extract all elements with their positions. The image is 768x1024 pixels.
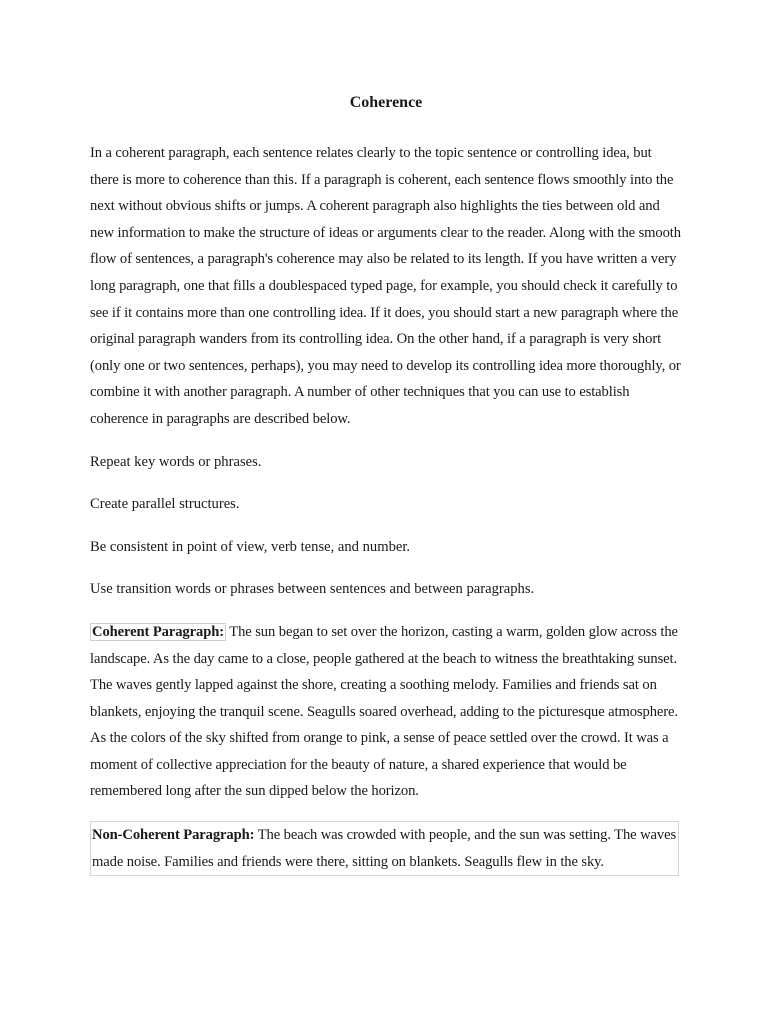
page-title: Coherence: [349, 94, 423, 111]
noncoherent-example-text: The beach was crowded with people, and the sun was setting. The waves made noise. Families and friends were there, sitting on blankets. Seagulls flew in the sky.: [92, 827, 677, 870]
noncoherent-example: [90, 821, 679, 876]
coherent-example: [90, 619, 682, 805]
tip-item: Use transition words or phrases between sentences and between paragraphs.: [90, 581, 535, 598]
tip-item: Create parallel structures.: [90, 496, 240, 513]
document-page: [90, 88, 682, 892]
tip-item: Be consistent in point of view, verb tense, and number.: [90, 538, 411, 555]
coherent-example-label: Coherent Paragraph:: [92, 623, 224, 640]
tip-item: Repeat key words or phrases.: [90, 453, 262, 470]
coherent-example-text: The sun began to set over the horizon, casting a warm, golden glow across the landscape. As the day came to a close, people gathered at the beach to witness the breathtaking sunset. The waves gently lapped against the shore, creating a soothing melody. Families and friends sat on blankets, enjoying the tranquil scene. Seagulls soared overhead, adding to the picturesque atmosphere. As the colors of the sky shifted from orange to pink, a sense of peace settled over the crowd. It was a moment of collective appreciation for the beauty of nature, a shared experience that would be remembered long after the sun dipped below the horizon.: [90, 623, 678, 800]
noncoherent-example-label: Non-Coherent Paragraph:: [92, 827, 255, 844]
intro-paragraph: In a coherent paragraph, each sentence relates clearly to the topic sentence or controlling idea, but there is more to coherence than this. If a paragraph is coherent, each sentence flows smoothly into the next without obvious shifts or jumps. A coherent paragraph also highlights the ties between old and new information to make the structure of ideas or arguments clear to the reader. Along with the smooth flow of sentences, a paragraph's coherence may also be related to its length. If you have written a very long paragraph, one that fills a doublespaced typed page, for example, you should check it carefully to see if it contains more than one controlling idea. If it does, you should start a new paragraph where the original paragraph wanders from its controlling idea. On the other hand, if a paragraph is very short (only one or two sentences, perhaps), you may need to develop its controlling idea more thoroughly, or combine it with another paragraph. A number of other techniques that you can use to establish coherence in paragraphs are described below.: [90, 145, 681, 427]
